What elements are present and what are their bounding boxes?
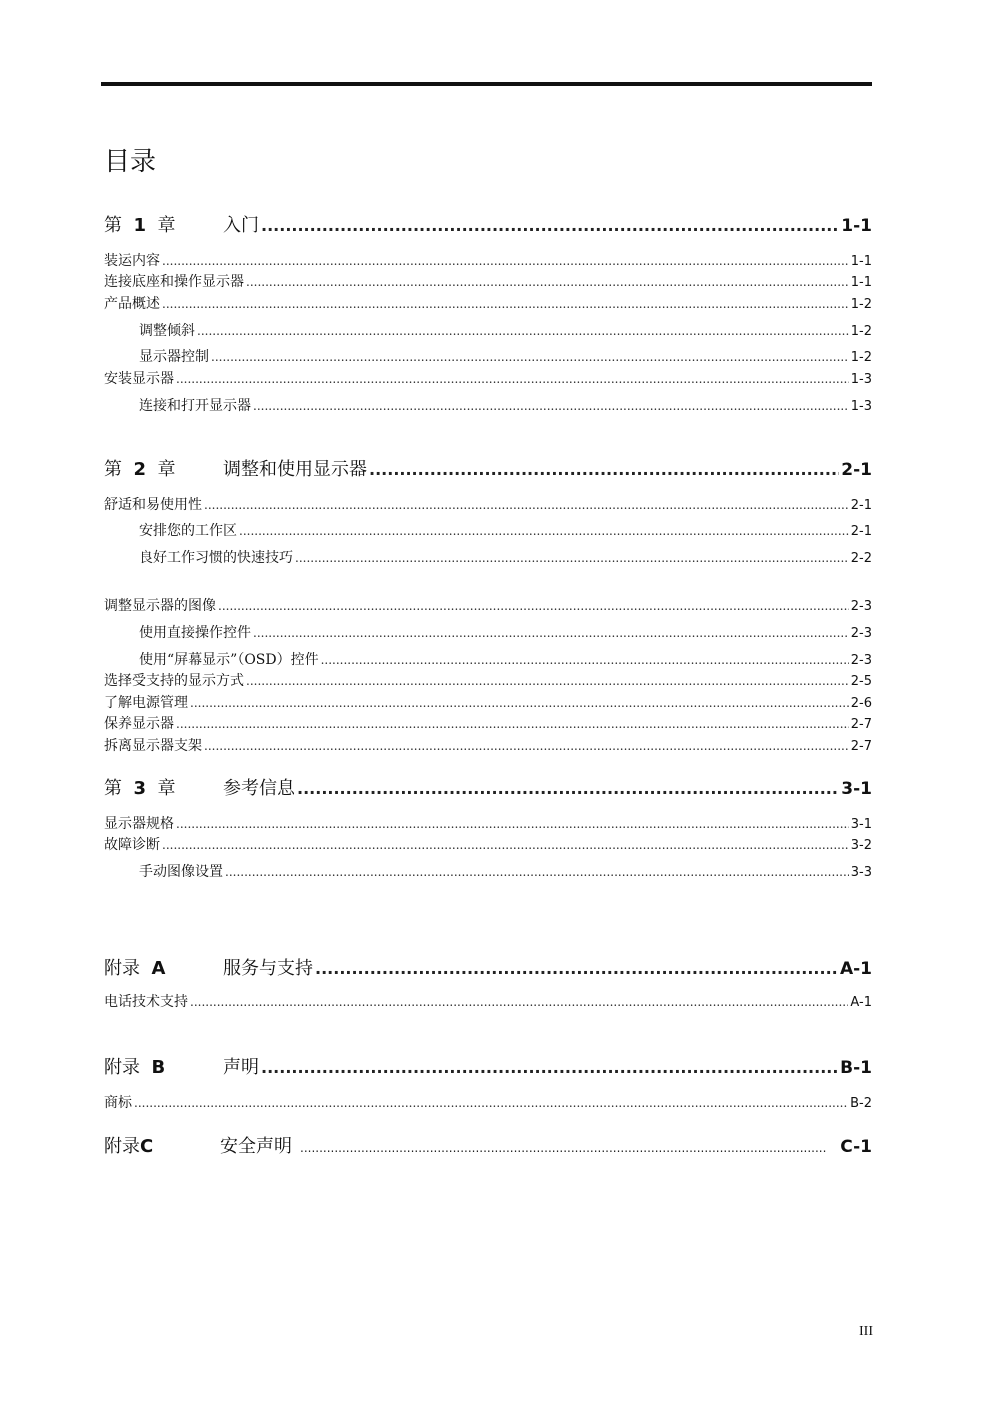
page-number: 2-6: [850, 696, 872, 711]
toc-entry[interactable]: [104, 1094, 872, 1113]
entry-title: 调整倾斜: [139, 323, 195, 339]
dot-leader: [204, 737, 849, 756]
toc-entry[interactable]: [139, 549, 872, 568]
toc-entry[interactable]: [104, 715, 872, 734]
dot-leader: [261, 214, 839, 238]
dot-leader: [315, 957, 838, 981]
page-number: 1-3: [850, 399, 872, 414]
dot-leader: [176, 815, 849, 834]
entry-title: 手动图像设置: [139, 864, 223, 880]
toc-appendix-c[interactable]: [104, 1135, 872, 1160]
dot-leader: [162, 252, 849, 271]
page-number: 2-7: [850, 739, 872, 754]
entry-title: 了解电源管理: [104, 695, 188, 711]
dot-leader: [218, 597, 849, 616]
appendix-label: 附录C: [104, 1136, 154, 1157]
page-number: 2-3: [850, 599, 872, 614]
dot-leader: [321, 651, 849, 670]
appendix-title: 服务与支持: [223, 958, 313, 979]
toc-appendix-b[interactable]: [104, 1056, 872, 1080]
toc-entry[interactable]: [104, 273, 872, 292]
dot-leader: [176, 370, 849, 389]
entry-title: 拆离显示器支架: [104, 738, 202, 754]
entry-title: 装运内容: [104, 253, 160, 269]
entry-title: 连接和打开显示器: [139, 398, 251, 414]
toc-entry[interactable]: [104, 694, 872, 713]
footer-page-number: III: [859, 1324, 873, 1339]
toc-chapter-3[interactable]: [104, 777, 872, 801]
entry-title: 使用直接操作控件: [139, 625, 251, 641]
appendix-label: 附录 B: [104, 1057, 166, 1078]
page-number: 2-7: [850, 717, 872, 732]
toc-entry[interactable]: [104, 737, 872, 756]
dot-leader: [190, 993, 848, 1012]
entry-title: 安排您的工作区: [139, 523, 237, 539]
dot-leader: [134, 1094, 848, 1113]
page-number: 3-1: [850, 817, 872, 832]
page-title: 目录: [104, 147, 157, 177]
entry-title: 选择受支持的显示方式: [104, 673, 244, 689]
dot-leader: [300, 1136, 826, 1160]
dot-leader: [297, 777, 839, 801]
page-number: 2-3: [850, 653, 872, 668]
page-number: A-1: [850, 995, 872, 1010]
toc-entry[interactable]: [139, 522, 872, 541]
appendix-label: 附录 A: [104, 958, 166, 979]
page-number: 3-2: [850, 838, 872, 853]
toc-entry[interactable]: [139, 348, 872, 367]
toc-entry[interactable]: [139, 322, 872, 341]
page-number: 3-1: [841, 779, 872, 799]
toc-entry[interactable]: [104, 836, 872, 855]
toc-entry[interactable]: [104, 993, 872, 1012]
page-number: 1-2: [850, 350, 872, 365]
page-number: 1-2: [850, 324, 872, 339]
toc-entry[interactable]: [104, 496, 872, 515]
appendix-title: 安全声明: [220, 1136, 292, 1157]
page-number: B-1: [840, 1058, 872, 1078]
appendix-title: 声明: [223, 1057, 259, 1078]
dot-leader: [295, 549, 849, 568]
page-number: 3-3: [850, 865, 872, 880]
entry-title: 显示器控制: [139, 349, 209, 365]
chapter-label: 第 1 章: [104, 215, 176, 236]
page-number: C-1: [840, 1137, 872, 1157]
entry-title: 电话技术支持: [104, 994, 188, 1010]
entry-title: 使用“屏幕显示”（OSD）控件: [139, 652, 319, 668]
top-rule: [101, 82, 872, 86]
entry-title: 舒适和易使用性: [104, 497, 202, 513]
toc-entry[interactable]: [139, 397, 872, 416]
toc-chapter-2[interactable]: [104, 458, 872, 482]
page-number: 1-1: [850, 254, 872, 269]
toc-appendix-a[interactable]: [104, 957, 872, 981]
chapter-title: 入门: [223, 215, 259, 236]
dot-leader: [162, 295, 849, 314]
dot-leader: [253, 624, 849, 643]
entry-title: 故障诊断: [104, 837, 160, 853]
entry-title: 良好工作习惯的快速技巧: [139, 550, 293, 566]
chapter-label: 第 2 章: [104, 459, 176, 480]
entry-title: 商标: [104, 1095, 132, 1111]
dot-leader: [204, 496, 849, 515]
page-number: 1-2: [850, 297, 872, 312]
entry-title: 显示器规格: [104, 816, 174, 832]
page-number: 2-5: [850, 674, 872, 689]
toc-entry[interactable]: [104, 295, 872, 314]
entry-title: 产品概述: [104, 296, 160, 312]
chapter-label: 第 3 章: [104, 778, 176, 799]
page-number: 2-2: [850, 551, 872, 566]
toc-entry[interactable]: [104, 597, 872, 616]
page-number: 2-1: [850, 498, 872, 513]
toc-entry[interactable]: [104, 815, 872, 834]
dot-leader: [211, 348, 849, 367]
dot-leader: [197, 322, 849, 341]
toc-chapter-1[interactable]: [104, 214, 872, 238]
dot-leader: [190, 694, 849, 713]
page-number: 1-3: [850, 372, 872, 387]
chapter-title: 调整和使用显示器: [223, 459, 367, 480]
chapter-title: 参考信息: [223, 778, 295, 799]
page-number: 2-1: [850, 524, 872, 539]
dot-leader: [246, 672, 849, 691]
toc-entry[interactable]: [139, 651, 872, 670]
entry-title: 连接底座和操作显示器: [104, 274, 244, 290]
page-number: 2-3: [850, 626, 872, 641]
page-number: 2-1: [841, 460, 872, 480]
entry-title: 保养显示器: [104, 716, 174, 732]
toc-entry[interactable]: [139, 863, 872, 882]
entry-title: 调整显示器的图像: [104, 598, 216, 614]
toc-entry[interactable]: [104, 672, 872, 691]
dot-leader: [253, 397, 849, 416]
dot-leader: [261, 1056, 838, 1080]
page-number: B-2: [850, 1096, 872, 1111]
toc-entry[interactable]: [139, 624, 872, 643]
page-number: 1-1: [841, 216, 872, 236]
dot-leader: [246, 273, 849, 292]
entry-title: 安装显示器: [104, 371, 174, 387]
dot-leader: [225, 863, 849, 882]
dot-leader: [369, 458, 839, 482]
page-number: A-1: [839, 959, 872, 979]
dot-leader: [239, 522, 849, 541]
dot-leader: [176, 715, 849, 734]
toc-entry[interactable]: [104, 252, 872, 271]
page-number: 1-1: [850, 275, 872, 290]
toc-entry[interactable]: [104, 370, 872, 389]
dot-leader: [162, 836, 849, 855]
